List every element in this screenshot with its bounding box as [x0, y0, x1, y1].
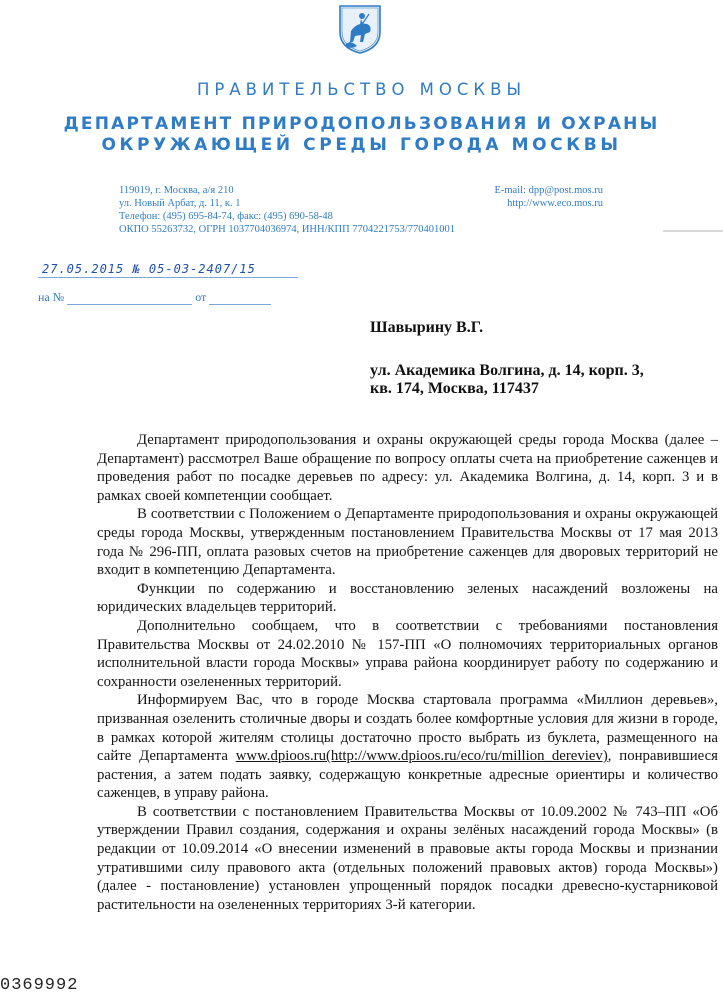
paragraph-text: , понравившиеся растения, а затем подать заявку, содержащую конкретные адресные ориентиры и количество саженцев, в управу района.	[97, 748, 718, 802]
paragraph-text: Информируем Вас, что в городе Москва стартовала программа «Миллион деревьев», призванная озеленить столичные дворы и создать более комфортные условия для жизни в городе, в рамках которой жителям столицы достаточно просто выбрать из буклета, размещенного на сайте Департамента	[97, 692, 718, 765]
paragraph	[97, 691, 718, 803]
document-number: 0369992	[0, 976, 79, 995]
contact-online	[494, 184, 603, 210]
street-address: ул. Новый Арбат, д. 11, к. 1	[119, 198, 241, 209]
reference-number-blank	[67, 292, 192, 305]
reference-line	[38, 290, 271, 305]
paragraph: В соответствии с Положением о Департаменте природопользования и охраны окружающей среды города Москвы, утвержденным постановлением Правительства Москвы от 17 мая 2013 года № 296-ПП, оплата разовых счетов на приобретение саженцев для дворовых территорий не входит в компетенцию Департамента.	[97, 506, 718, 579]
paragraph: Дополнительно сообщаем, что в соответствии с требованиями постановления Правительства Москвы от 24.02.2010 № 157-ПП «О полномочиях территориальных органов исполнительной власти города Москвы» управа района координирует работу по содержанию и сохранности озелененных территорий.	[97, 617, 718, 690]
addressee-street: ул. Академика Волгина, д. 14, корп. 3,	[370, 362, 644, 379]
reference-from: от	[195, 290, 207, 304]
department-title-line1: ДЕПАРТАМЕНТ ПРИРОДОПОЛЬЗОВАНИЯ И ОХРАНЫ	[63, 114, 660, 134]
moscow-coat-of-arms-icon	[337, 4, 383, 54]
scan-edge-mark	[663, 230, 723, 232]
registration-handwritten: 27.05.2015 № 05-03-2407/15	[42, 262, 256, 276]
registry-codes: ОКПО 55263732, ОГРН 1037704036974, ИНН/КПП 7704221753/770401001	[119, 224, 455, 235]
reference-date-blank	[209, 292, 271, 305]
website: http://www.eco.mos.ru	[507, 198, 603, 209]
website-link[interactable]: www.dpioos.ru(http://www.dpioos.ru/eco/ru/million_dereviev)	[235, 748, 608, 765]
reference-prefix: на №	[38, 290, 65, 304]
registration-underline	[38, 277, 298, 278]
phone-fax: Телефон: (495) 695-84-74, факс: (495) 690-58-48	[119, 211, 333, 222]
email: E-mail: dpp@post.mos.ru	[494, 185, 603, 196]
registration-line	[38, 262, 298, 280]
addressee-name: Шавырину В.Г.	[370, 319, 484, 336]
government-title: ПРАВИТЕЛЬСТВО МОСКВЫ	[196, 80, 527, 99]
letter-body	[97, 431, 718, 914]
postal-address: 119019, г. Москва, а/я 210	[119, 185, 234, 196]
paragraph: Департамент природопользования и охраны окружающей среды города Москва (далее – Департамент) рассмотрел Ваше обращение по вопросу оплаты счета на приобретение саженцев и проведения работ по посадке деревьев по адресу: ул. Академика Волгина, д. 14, корп. 3 и в рамках своей компетенции сообщает.	[97, 432, 718, 504]
paragraph: Функции по содержанию и восстановлению зеленых насаждений возложены на юридических владельцев территорий.	[97, 580, 718, 616]
department-title-line2: ОКРУЖАЮЩЕЙ СРЕДЫ ГОРОДА МОСКВЫ	[101, 135, 622, 155]
paragraph: В соответствии с постановлением Правительства Москвы от 10.09.2002 № 743–ПП «Об утверждении Правил создания, содержания и охраны зелёных насаждений города Москвы» (в редакции от 10.09.2014 «О внесении изменений в правовые акты города Москвы и признании утратившими силу правового акта (отдельных положений правовых актов) города Москвы») (далее - постановление) установлен упрощенный порядок посадки древесно-кустарниковой растительности на озелененных территориях 3-й категории.	[97, 803, 718, 913]
addressee-city: кв. 174, Москва, 117437	[370, 380, 539, 397]
contact-details	[119, 184, 455, 236]
